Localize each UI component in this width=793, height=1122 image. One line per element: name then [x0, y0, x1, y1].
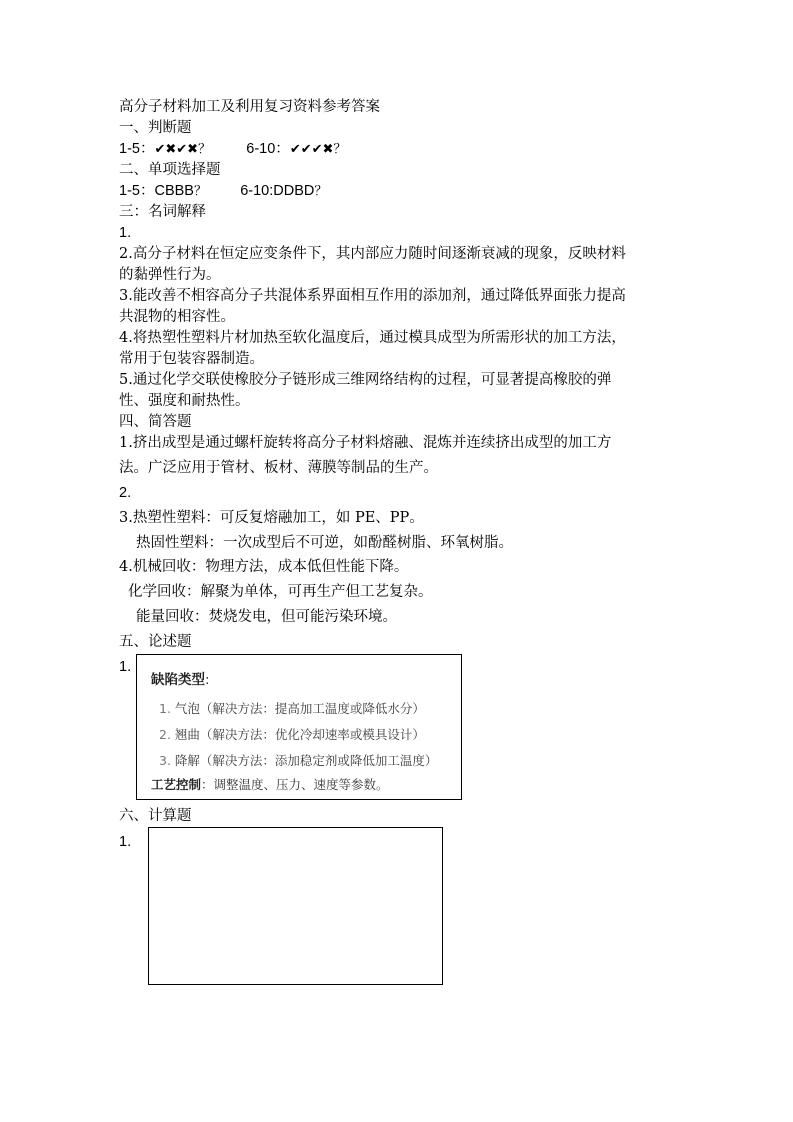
section-heading-essay: 五、论述题: [119, 634, 192, 650]
calculation-number: 1.: [119, 834, 132, 850]
choice-range-6-10: 6-10:: [240, 183, 274, 199]
answer-3-line-1: 3.热塑性塑料：可反复熔融加工，如 PE、PP。: [119, 510, 424, 526]
term-4-line-2: 常用于包装容器制造。: [119, 351, 264, 367]
section-heading-choice: 二、单项选择题: [119, 162, 221, 178]
calculation-answer-box: [148, 827, 443, 985]
uncertain-mark: ？: [198, 142, 212, 157]
answer-3-line-2: 热固性塑料：一次成型后不可逆，如酚醛树脂、环氧树脂。: [136, 535, 513, 551]
term-4-line-1: 4.将热塑性塑料片材加热至软化温度后，通过模具成型为所需形状的加工方法，: [119, 330, 626, 346]
term-3-line-1: 3.能改善不相容高分子共混体系界面相互作用的添加剂，通过降低界面张力提高: [119, 288, 626, 304]
defect-item: 3. 降解（解决方法：添加稳定剂或降低加工温度）: [159, 753, 438, 768]
term-5-line-1: 5.通过化学交联使橡胶分子链形成三维网络结构的过程，可显著提高橡胶的弹: [119, 372, 612, 388]
choice-range-1-5: 1-5：: [119, 183, 155, 199]
term-3-line-2: 共混物的相容性。: [119, 309, 235, 325]
term-1: 1.: [119, 225, 132, 241]
defect-types-label: 缺陷类型: [151, 672, 205, 688]
uncertain-mark: ？: [193, 184, 207, 199]
defect-item: 1. 气泡（解决方法：提高加工温度或降低水分）: [159, 701, 425, 716]
essay-answer-box: [136, 654, 462, 800]
uncertain-mark: ？: [314, 184, 328, 199]
section-heading-calculation: 六、计算题: [119, 808, 192, 824]
term-5-line-2: 性、强度和耐热性。: [119, 393, 250, 409]
answer-4-line-1: 4.机械回收：物理方法，成本低但性能下降。: [119, 559, 409, 575]
answer-2: 2.: [119, 485, 132, 501]
essay-number: 1.: [119, 659, 132, 675]
answer-4-line-2: 化学回收：解聚为单体，可再生产但工艺复杂。: [128, 584, 433, 600]
uncertain-mark: ？: [333, 142, 347, 157]
choice-answers-6-10: DDBD: [273, 183, 315, 199]
term-2-line-1: 2.高分子材料在恒定应变条件下，其内部应力随时间逐渐衰减的现象，反映材料: [119, 246, 626, 262]
process-control-label: 工艺控制: [151, 777, 202, 792]
judgement-marks-1-5: ✔✖✔✖: [154, 142, 199, 157]
section-heading-short-answer: 四、简答题: [119, 414, 192, 430]
defect-types-heading: 缺陷类型:: [151, 672, 210, 688]
section-heading-judgement: 一、判断题: [119, 120, 192, 136]
choice-answers-row: [119, 181, 327, 202]
judgement-range-6-10: 6-10：: [246, 141, 290, 157]
term-2-line-2: 的黏弹性行为。: [119, 267, 221, 283]
document-title: 高分子材料加工及利用复习资料参考答案: [119, 99, 380, 115]
judgement-marks-6-10: ✔✔✔✖: [289, 142, 334, 157]
answer-1-line-2: 法。广泛应用于管材、板材、薄膜等制品的生产。: [119, 460, 438, 476]
section-heading-terms: 三：名词解释: [119, 204, 206, 220]
defect-item: 2. 翘曲（解决方法：优化冷却速率或模具设计）: [159, 727, 425, 742]
process-control-line: 工艺控制：调整温度、压力、速度等参数。: [151, 777, 389, 792]
judgement-answers-row: [119, 139, 346, 160]
answer-4-line-3: 能量回收：焚烧发电，但可能污染环境。: [136, 609, 397, 625]
choice-answers-1-5: CBBB: [154, 183, 194, 199]
answer-1-line-1: 1.挤出成型是通过螺杆旋转将高分子材料熔融、混炼并连续挤出成型的加工方: [119, 435, 612, 451]
judgement-range-1-5: 1-5：: [119, 141, 155, 157]
